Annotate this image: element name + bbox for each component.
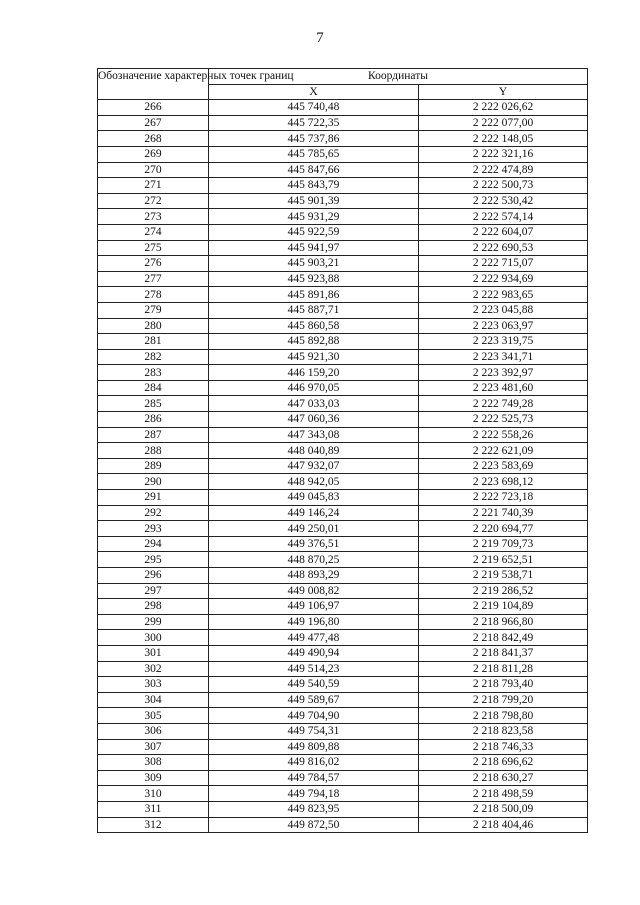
x-cell: 445 892,88 xyxy=(209,334,419,350)
table-row xyxy=(98,334,588,350)
table-row xyxy=(98,692,588,708)
table-row xyxy=(98,131,588,147)
table-row xyxy=(98,755,588,771)
table-row xyxy=(98,474,588,490)
y-cell: 2 222 723,18 xyxy=(419,490,588,506)
point-cell: 270 xyxy=(98,162,209,178)
x-cell: 445 931,29 xyxy=(209,209,419,225)
x-cell: 449 589,67 xyxy=(209,692,419,708)
point-cell: 290 xyxy=(98,474,209,490)
x-cell: 449 794,18 xyxy=(209,786,419,802)
point-cell: 296 xyxy=(98,568,209,584)
y-cell: 2 218 811,28 xyxy=(419,661,588,677)
x-cell: 449 704,90 xyxy=(209,708,419,724)
table-row xyxy=(98,115,588,131)
coordinates-table xyxy=(97,68,588,833)
y-cell: 2 222 621,09 xyxy=(419,443,588,459)
y-cell: 2 219 538,71 xyxy=(419,568,588,584)
table-row xyxy=(98,817,588,833)
coordinates-header: Координаты xyxy=(209,69,588,85)
y-cell: 2 222 574,14 xyxy=(419,209,588,225)
point-cell: 266 xyxy=(98,100,209,116)
x-cell: 445 941,97 xyxy=(209,240,419,256)
x-cell: 445 860,58 xyxy=(209,318,419,334)
table-row xyxy=(98,677,588,693)
x-cell: 449 514,23 xyxy=(209,661,419,677)
x-cell: 448 040,89 xyxy=(209,443,419,459)
y-cell: 2 222 983,65 xyxy=(419,287,588,303)
point-cell: 273 xyxy=(98,209,209,225)
table-row xyxy=(98,287,588,303)
page-number: 7 xyxy=(316,30,324,46)
x-cell: 449 250,01 xyxy=(209,521,419,537)
x-cell: 449 823,95 xyxy=(209,801,419,817)
y-cell: 2 219 286,52 xyxy=(419,583,588,599)
y-cell: 2 219 709,73 xyxy=(419,536,588,552)
point-cell: 304 xyxy=(98,692,209,708)
y-cell: 2 218 696,62 xyxy=(419,755,588,771)
table-row xyxy=(98,240,588,256)
table-row xyxy=(98,583,588,599)
y-cell: 2 222 474,89 xyxy=(419,162,588,178)
point-cell: 285 xyxy=(98,396,209,412)
point-cell: 282 xyxy=(98,349,209,365)
y-cell: 2 222 715,07 xyxy=(419,256,588,272)
y-cell: 2 222 077,00 xyxy=(419,115,588,131)
table-row xyxy=(98,365,588,381)
table-row xyxy=(98,521,588,537)
x-cell: 449 376,51 xyxy=(209,536,419,552)
point-cell: 268 xyxy=(98,131,209,147)
y-cell: 2 218 404,46 xyxy=(419,817,588,833)
table-row xyxy=(98,412,588,428)
y-cell: 2 218 498,59 xyxy=(419,786,588,802)
x-cell: 449 816,02 xyxy=(209,755,419,771)
point-cell: 276 xyxy=(98,256,209,272)
y-cell: 2 218 966,80 xyxy=(419,614,588,630)
x-cell: 447 033,03 xyxy=(209,396,419,412)
y-cell: 2 218 798,80 xyxy=(419,708,588,724)
y-cell: 2 223 481,60 xyxy=(419,380,588,396)
table-row xyxy=(98,599,588,615)
x-cell: 447 932,07 xyxy=(209,458,419,474)
x-cell: 445 922,59 xyxy=(209,224,419,240)
table-row xyxy=(98,723,588,739)
point-cell: 306 xyxy=(98,723,209,739)
x-cell: 445 785,65 xyxy=(209,146,419,162)
point-cell: 295 xyxy=(98,552,209,568)
y-cell: 2 223 583,69 xyxy=(419,458,588,474)
y-cell: 2 218 500,09 xyxy=(419,801,588,817)
table-row xyxy=(98,770,588,786)
point-cell: 279 xyxy=(98,302,209,318)
point-cell: 284 xyxy=(98,380,209,396)
table-row xyxy=(98,801,588,817)
table-row xyxy=(98,614,588,630)
y-cell: 2 222 321,16 xyxy=(419,146,588,162)
point-cell: 300 xyxy=(98,630,209,646)
x-cell: 445 740,48 xyxy=(209,100,419,116)
point-cell: 291 xyxy=(98,490,209,506)
table-row xyxy=(98,661,588,677)
x-cell: 445 847,66 xyxy=(209,162,419,178)
table-row xyxy=(98,162,588,178)
x-cell: 447 060,36 xyxy=(209,412,419,428)
x-cell: 445 901,39 xyxy=(209,193,419,209)
y-cell: 2 220 694,77 xyxy=(419,521,588,537)
point-cell: 303 xyxy=(98,677,209,693)
table-row xyxy=(98,271,588,287)
x-cell: 449 045,83 xyxy=(209,490,419,506)
point-cell: 272 xyxy=(98,193,209,209)
x-cell: 445 923,88 xyxy=(209,271,419,287)
table-row xyxy=(98,708,588,724)
point-cell: 278 xyxy=(98,287,209,303)
table-row xyxy=(98,552,588,568)
table-row xyxy=(98,505,588,521)
point-cell: 299 xyxy=(98,614,209,630)
point-cell: 308 xyxy=(98,755,209,771)
point-cell: 267 xyxy=(98,115,209,131)
table-row xyxy=(98,318,588,334)
point-cell: 280 xyxy=(98,318,209,334)
y-cell: 2 218 841,37 xyxy=(419,645,588,661)
x-cell: 445 843,79 xyxy=(209,178,419,194)
point-column-header: Обозначение характерных точек границ xyxy=(98,69,209,100)
y-cell: 2 223 045,88 xyxy=(419,302,588,318)
table-row xyxy=(98,568,588,584)
y-cell: 2 222 690,53 xyxy=(419,240,588,256)
y-cell: 2 221 740,39 xyxy=(419,505,588,521)
table-row xyxy=(98,490,588,506)
point-cell: 281 xyxy=(98,334,209,350)
x-cell: 445 903,21 xyxy=(209,256,419,272)
y-cell: 2 218 823,58 xyxy=(419,723,588,739)
y-column-header: Y xyxy=(419,84,588,100)
y-cell: 2 218 746,33 xyxy=(419,739,588,755)
point-cell: 310 xyxy=(98,786,209,802)
x-cell: 449 784,57 xyxy=(209,770,419,786)
point-cell: 275 xyxy=(98,240,209,256)
table-row xyxy=(98,224,588,240)
table-row xyxy=(98,100,588,116)
point-cell: 274 xyxy=(98,224,209,240)
point-cell: 286 xyxy=(98,412,209,428)
x-cell: 449 872,50 xyxy=(209,817,419,833)
table-row xyxy=(98,256,588,272)
point-cell: 301 xyxy=(98,645,209,661)
table-row xyxy=(98,209,588,225)
y-cell: 2 218 799,20 xyxy=(419,692,588,708)
point-cell: 298 xyxy=(98,599,209,615)
point-cell: 311 xyxy=(98,801,209,817)
point-cell: 307 xyxy=(98,739,209,755)
table-row xyxy=(98,739,588,755)
point-cell: 271 xyxy=(98,178,209,194)
point-cell: 293 xyxy=(98,521,209,537)
point-cell: 277 xyxy=(98,271,209,287)
y-cell: 2 222 604,07 xyxy=(419,224,588,240)
y-cell: 2 222 026,62 xyxy=(419,100,588,116)
x-cell: 449 540,59 xyxy=(209,677,419,693)
table-row xyxy=(98,443,588,459)
point-cell: 309 xyxy=(98,770,209,786)
y-cell: 2 219 104,89 xyxy=(419,599,588,615)
table-row xyxy=(98,178,588,194)
table-row xyxy=(98,396,588,412)
table-row xyxy=(98,193,588,209)
y-cell: 2 223 341,71 xyxy=(419,349,588,365)
table-row xyxy=(98,302,588,318)
y-cell: 2 222 749,28 xyxy=(419,396,588,412)
table-row xyxy=(98,536,588,552)
x-cell: 449 106,97 xyxy=(209,599,419,615)
x-column-header: X xyxy=(209,84,419,100)
y-cell: 2 218 630,27 xyxy=(419,770,588,786)
x-cell: 448 942,05 xyxy=(209,474,419,490)
point-cell: 287 xyxy=(98,427,209,443)
y-cell: 2 222 530,42 xyxy=(419,193,588,209)
y-cell: 2 218 842,49 xyxy=(419,630,588,646)
x-cell: 445 722,35 xyxy=(209,115,419,131)
y-cell: 2 222 934,69 xyxy=(419,271,588,287)
point-cell: 297 xyxy=(98,583,209,599)
y-cell: 2 222 148,05 xyxy=(419,131,588,147)
table-row xyxy=(98,380,588,396)
x-cell: 445 887,71 xyxy=(209,302,419,318)
y-cell: 2 219 652,51 xyxy=(419,552,588,568)
x-cell: 449 809,88 xyxy=(209,739,419,755)
x-cell: 449 008,82 xyxy=(209,583,419,599)
y-cell: 2 223 319,75 xyxy=(419,334,588,350)
point-cell: 269 xyxy=(98,146,209,162)
table-row xyxy=(98,645,588,661)
x-cell: 448 870,25 xyxy=(209,552,419,568)
y-cell: 2 222 500,73 xyxy=(419,178,588,194)
point-cell: 302 xyxy=(98,661,209,677)
point-cell: 312 xyxy=(98,817,209,833)
y-cell: 2 222 558,26 xyxy=(419,427,588,443)
x-cell: 448 893,29 xyxy=(209,568,419,584)
table-row xyxy=(98,349,588,365)
x-cell: 449 754,31 xyxy=(209,723,419,739)
x-cell: 446 159,20 xyxy=(209,365,419,381)
table-row xyxy=(98,786,588,802)
x-cell: 449 196,80 xyxy=(209,614,419,630)
point-cell: 294 xyxy=(98,536,209,552)
point-cell: 288 xyxy=(98,443,209,459)
y-cell: 2 223 063,97 xyxy=(419,318,588,334)
y-cell: 2 223 392,97 xyxy=(419,365,588,381)
x-cell: 445 891,86 xyxy=(209,287,419,303)
point-cell: 292 xyxy=(98,505,209,521)
y-cell: 2 218 793,40 xyxy=(419,677,588,693)
x-cell: 445 921,30 xyxy=(209,349,419,365)
x-cell: 445 737,86 xyxy=(209,131,419,147)
x-cell: 449 490,94 xyxy=(209,645,419,661)
table-row xyxy=(98,427,588,443)
x-cell: 446 970,05 xyxy=(209,380,419,396)
table-row xyxy=(98,146,588,162)
y-cell: 2 223 698,12 xyxy=(419,474,588,490)
x-cell: 449 146,24 xyxy=(209,505,419,521)
point-cell: 289 xyxy=(98,458,209,474)
table-row xyxy=(98,630,588,646)
x-cell: 449 477,48 xyxy=(209,630,419,646)
table-row xyxy=(98,458,588,474)
point-cell: 283 xyxy=(98,365,209,381)
point-cell: 305 xyxy=(98,708,209,724)
x-cell: 447 343,08 xyxy=(209,427,419,443)
y-cell: 2 222 525,73 xyxy=(419,412,588,428)
